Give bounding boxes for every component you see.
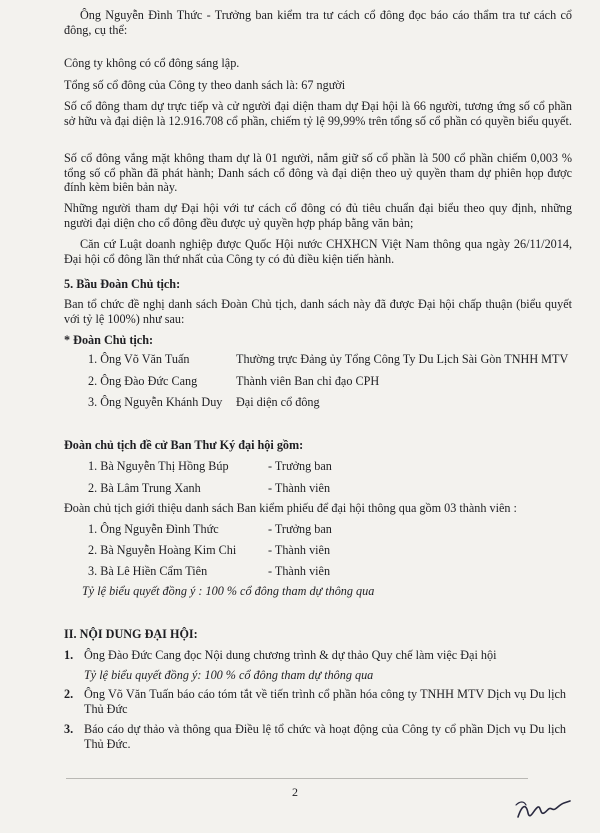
- agenda-item-number: 2.: [64, 687, 74, 701]
- vote-committee-role: - Thành viên: [268, 543, 331, 557]
- secretary-name: 1. Bà Nguyễn Thị Hồng Búp: [88, 459, 229, 473]
- presidium-heading: * Đoàn Chủ tịch:: [64, 333, 154, 347]
- presidium-member-name: 3. Ông Nguyễn Khánh Duy: [88, 395, 223, 409]
- presidium-member-role: Đại diện cổ đông: [236, 395, 320, 409]
- presidium-member-role: Thành viên Ban chỉ đạo CPH: [236, 374, 380, 388]
- secretary-heading: Đoàn chủ tịch đề cử Ban Thư Ký đại hội gồm:: [64, 438, 304, 452]
- paragraph-attendance: Số cổ đông tham dự trực tiếp và cử người đại diện tham dự Đại hội là 66 người, tương ứng số cổ phần sở hữu và đại diện là 12.916.708 cổ phần, chiếm tỷ lệ 99,99% trên tổng số cổ phần có quyền biểu quyết.: [64, 99, 572, 128]
- footer-divider: [66, 778, 528, 779]
- secretary-name: 2. Bà Lâm Trung Xanh: [88, 481, 201, 495]
- agenda-item-number: 3.: [64, 722, 74, 736]
- presidium-member-name: 2. Ông Đào Đức Cang: [88, 374, 198, 388]
- presidium-member-role: Thường trực Đảng ủy Tổng Công Ty Du Lịch Sài Gòn TNHH MTV: [236, 352, 569, 366]
- vote-committee-name: 2. Bà Nguyễn Hoàng Kim Chi: [88, 543, 237, 557]
- secretary-role: - Trưởng ban: [268, 459, 332, 473]
- agenda-item-text: Báo cáo dự thảo và thông qua Điều lệ tổ chức và hoạt động của Công ty cổ phần Dịch vụ Du lịch Thủ Đức.: [84, 722, 566, 751]
- vote-committee-role: - Trưởng ban: [268, 522, 332, 536]
- agenda-item-text: Ông Đào Đức Cang đọc Nội dung chương trình & dự thảo Quy chế làm việc Đại hội: [84, 648, 497, 662]
- vote-committee-role: - Thành viên: [268, 564, 331, 578]
- section-5-heading: 5. Bầu Đoàn Chủ tịch:: [64, 277, 181, 291]
- vote-committee-name: 3. Bà Lê Hiền Cẩm Tiên: [88, 564, 208, 578]
- agenda-item-text: Ông Võ Văn Tuấn báo cáo tóm tắt về tiến trình cổ phần hóa công ty TNHH MTV Dịch vụ Du lịch Thủ Đức: [84, 687, 566, 716]
- handwritten-signature: [514, 795, 574, 825]
- paragraph-legal-basis: Căn cứ Luật doanh nghiệp được Quốc Hội nước CHXHCN Việt Nam thông qua ngày 26/11/2014, Đại hội cổ đông lần thứ nhất của Công ty có đủ điều kiện tiến hành.: [64, 237, 572, 266]
- page-number: 2: [292, 785, 298, 799]
- secretary-role: - Thành viên: [268, 481, 331, 495]
- presidium-intro: Ban tổ chức đề nghị danh sách Đoàn Chủ tịch, danh sách này đã được Đại hội chấp thuận (biểu quyết với tỷ lệ 100%) như sau:: [64, 297, 572, 326]
- vote-committee-intro: Đoàn chủ tịch giới thiệu danh sách Ban kiểm phiếu để đại hội thông qua gồm 03 thành viên :: [64, 501, 517, 515]
- agenda-item-vote-note: Tỷ lệ biểu quyết đồng ý: 100 % cổ đông tham dự thông qua: [84, 668, 374, 682]
- vote-ratio-note: Tỷ lệ biểu quyết đồng ý : 100 % cổ đông tham dự thông qua: [82, 584, 375, 598]
- paragraph-qualified-delegates: Những người tham dự Đại hội với tư cách cổ đông có đủ tiêu chuẩn đại biểu theo quy định, những người đại diện cho cổ đông đều được uỷ quyền hợp pháp bằng văn bản;: [64, 201, 572, 230]
- section-ii-heading: II. NỘI DUNG ĐẠI HỘI:: [64, 627, 198, 641]
- paragraph-absentees: Số cổ đông vắng mặt không tham dự là 01 người, nắm giữ số cổ phần là 500 cổ phần chiếm 0,003 % tổng số cổ phần đã phát hành; Danh sách cổ đông và đại diện theo uỷ quyền tham dự phiên họp được đính kèm biên bản này.: [64, 151, 572, 195]
- paragraph-total-shareholders: Tổng số cổ đông của Công ty theo danh sách là: 67 người: [64, 78, 346, 92]
- paragraph-inspection-report: Ông Nguyễn Đình Thức - Trưởng ban kiểm tra tư cách cổ đông đọc báo cáo thẩm tra tư cách cổ đông, cụ thể:: [64, 8, 572, 37]
- presidium-member-name: 1. Ông Võ Văn Tuấn: [88, 352, 190, 366]
- vote-committee-name: 1. Ông Nguyễn Đình Thức: [88, 522, 219, 536]
- paragraph-no-founders: Công ty không có cổ đông sáng lập.: [64, 56, 240, 70]
- agenda-item-number: 1.: [64, 648, 74, 662]
